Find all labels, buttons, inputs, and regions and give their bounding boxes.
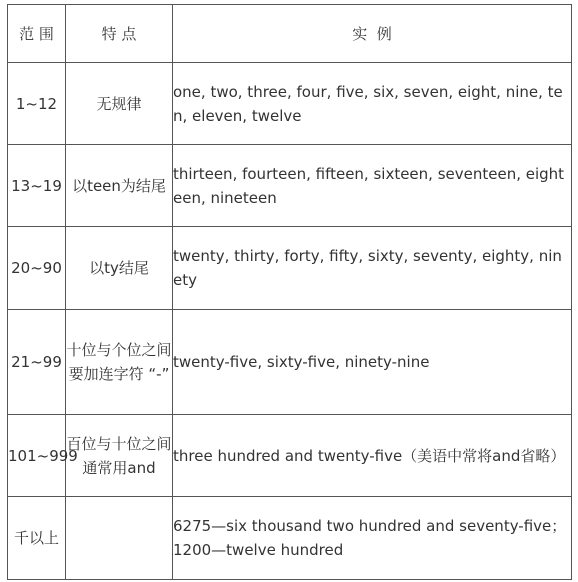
range-cell: 13~19 [8,145,66,227]
header-example: 实 例 [173,5,572,63]
example-cell: three hundred and twenty-five（美语中常将and省略） [173,415,572,497]
example-cell: thirteen, fourteen, fifteen, sixteen, seventeen, eighteen, nineteen [173,145,572,227]
table-row [8,145,572,227]
range-cell: 千以上 [8,497,66,580]
header-feature: 特 点 [66,5,173,63]
feature-cell: 以teen为结尾 [66,145,173,227]
example-cell: 6275—six thousand two hundred and seventy-five；1200—twelve hundred [173,497,572,580]
example-cell: twenty-five, sixty-five, ninety-nine [173,310,572,415]
number-rules-table [7,4,572,580]
table-row [8,227,572,310]
example-cell: one, two, three, four, five, six, seven, eight, nine, ten, eleven, twelve [173,63,572,145]
header-range: 范 围 [8,5,66,63]
feature-cell: 十位与个位之间要加连字符 “-” [66,310,173,415]
table-row [8,497,572,580]
table-row [8,310,572,415]
range-cell: 20~90 [8,227,66,310]
table-header-row [8,5,572,63]
feature-cell: 百位与十位之间通常用and [66,415,173,497]
table-row [8,63,572,145]
table-row [8,415,572,497]
range-cell: 101~999 [8,415,66,497]
feature-cell: 无规律 [66,63,173,145]
range-cell: 1~12 [8,63,66,145]
example-cell: twenty, thirty, forty, fifty, sixty, seventy, eighty, ninety [173,227,572,310]
feature-cell: 以ty结尾 [66,227,173,310]
feature-cell [66,497,173,580]
range-cell: 21~99 [8,310,66,415]
